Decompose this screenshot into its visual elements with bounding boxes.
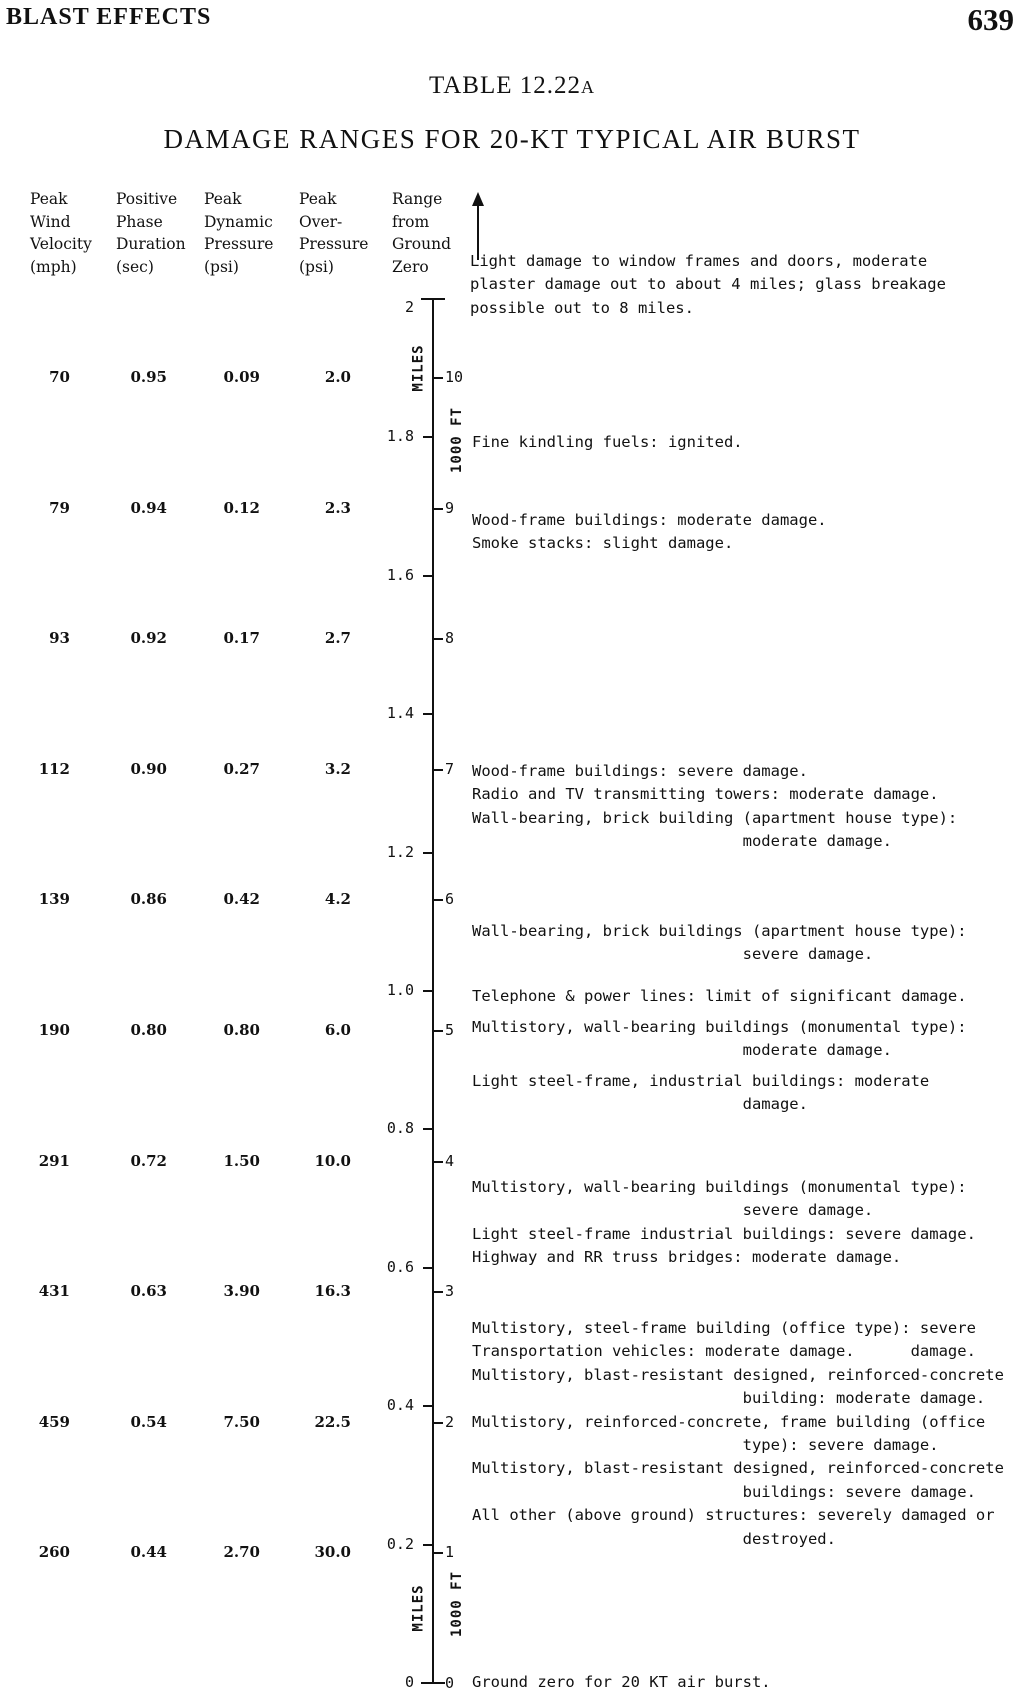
description-monumental-moderate: Multistory, wall-bearing buildings (monumental type): moderate damage. [472,1018,967,1060]
description-light-steel-moderate: Light steel-frame, industrial buildings: moderate damage. [472,1072,930,1114]
kft-tick [433,769,443,771]
description-kindling: Fine kindling fuels: ignited. [472,433,743,451]
cell-wind-velocity: 79 [49,498,70,517]
kft-tick-label: 4 [445,1151,455,1170]
miles-tick [423,713,433,715]
cell-wind-velocity: 190 [38,1021,70,1039]
miles-tick [423,1405,433,1407]
cell-overpressure: 10.0 [314,1151,351,1170]
description-wood-frame-severe: Wood-frame buildings: severe damage. Radio and TV transmitting towers: moderate damage. Wall-bearing, brick building (apartment house type): moderate damage. [472,762,958,851]
kft-tick-label: 10 [445,368,464,386]
miles-tick-label: 0.6 [386,1257,414,1276]
cell-wind-velocity: 431 [38,1282,70,1301]
miles-tick [423,1544,433,1546]
cell-dynamic-pressure: 0.27 [223,759,260,778]
cell-dynamic-pressure: 0.12 [223,498,260,517]
miles-tick [423,1128,433,1130]
axis-bottom-cap [421,1682,445,1684]
miles-tick-label: 1.4 [386,704,414,723]
kft-tick-label: 3 [445,1282,455,1301]
cell-dynamic-pressure: 0.80 [223,1021,260,1039]
cell-wind-velocity: 112 [38,759,70,778]
cell-phase-duration: 0.44 [130,1543,167,1562]
kft-tick-label: 0 [445,1674,455,1692]
cell-dynamic-pressure: 0.42 [223,890,260,909]
kft-tick-label: 6 [445,890,455,909]
description-monumental-severe: Multistory, wall-bearing buildings (monumental type): severe damage. Light steel-frame industrial buildings: severe damage. Highway and RR truss bridges: moderate damage. [472,1178,976,1267]
description-wood-frame-moderate: Wood-frame buildings: moderate damage. Smoke stacks: slight damage. [472,511,827,553]
miles-tick-label: 1.6 [386,565,414,584]
cell-wind-velocity: 70 [49,368,70,386]
cell-dynamic-pressure: 0.09 [223,368,260,386]
cell-overpressure: 4.2 [324,890,351,909]
running-head: BLAST EFFECTS [6,4,212,30]
kft-unit-label-top: 1000 FT [449,406,466,474]
kft-tick-label: 9 [445,498,455,517]
miles-tick [423,852,433,854]
cell-overpressure: 22.5 [314,1412,351,1431]
cell-overpressure: 3.2 [324,759,351,778]
cell-phase-duration: 0.72 [130,1151,167,1170]
miles-unit-label-bottom: MILES [410,1584,427,1632]
cell-phase-duration: 0.94 [130,498,167,517]
miles-tick [423,436,433,438]
miles-tick-label: 1.0 [386,981,414,999]
cell-overpressure: 16.3 [314,1282,351,1301]
cell-phase-duration: 0.95 [130,368,167,386]
table-number: TABLE 12.22a [428,72,596,99]
miles-tick-label: 0.4 [386,1396,414,1415]
kft-tick [433,508,443,510]
cell-dynamic-pressure: 3.90 [223,1282,260,1301]
description-light-damage: Light damage to window frames and doors, moderate plaster damage out to about 4 miles; glass breakage possible out to 8 miles. [470,252,946,317]
miles-tick-label: 1.2 [386,842,414,861]
cell-phase-duration: 0.92 [130,629,167,648]
miles-unit-label-top: MILES [410,344,427,392]
kft-tick-label: 5 [445,1021,455,1039]
cell-dynamic-pressure: 2.70 [223,1543,260,1562]
kft-tick-label: 8 [445,629,455,648]
kft-tick [433,1422,443,1424]
column-header-positive-phase: Positive Phase Duration (sec) [116,190,186,276]
kft-tick-label: 7 [445,759,455,778]
cell-dynamic-pressure: 1.50 [223,1151,260,1170]
kft-tick-label: 1 [445,1543,455,1562]
cell-wind-velocity: 260 [38,1543,70,1562]
kft-unit-label-bottom: 1000 FT [449,1570,466,1638]
cell-phase-duration: 0.63 [130,1282,167,1301]
kft-tick [433,1291,443,1293]
cell-overpressure: 2.3 [324,498,351,517]
kft-tick [433,899,443,901]
miles-tick-label: 2 [404,298,414,316]
cell-overpressure: 2.0 [324,368,351,386]
column-header-dynamic-pressure: Peak Dynamic Pressure (psi) [204,190,274,276]
table-title: DAMAGE RANGES FOR 20-KT TYPICAL AIR BURST [163,124,861,154]
column-header-range: Range from Ground Zero [392,190,452,276]
column-header-overpressure: Peak Over- Pressure (psi) [299,190,369,276]
miles-tick [423,575,433,577]
miles-tick-label: 0.2 [386,1534,414,1553]
kft-tick [433,1161,443,1163]
miles-tick-label: 1.8 [386,427,414,446]
cell-overpressure: 6.0 [324,1021,351,1039]
miles-tick-label: 0 [404,1673,414,1691]
cell-phase-duration: 0.80 [130,1021,167,1039]
axis-top-cap [421,298,445,300]
miles-tick [423,990,433,992]
miles-tick-label: 0.8 [386,1119,414,1138]
kft-tick [433,1030,443,1032]
cell-phase-duration: 0.86 [130,890,167,909]
description-power-lines: Telephone & power lines: limit of significant damage. [472,987,967,1005]
cell-phase-duration: 0.90 [130,759,167,778]
description-ground-zero: Ground zero for 20 KT air burst. [472,1673,771,1691]
page-number: 639 [967,2,1014,37]
cell-overpressure: 2.7 [324,629,351,648]
cell-phase-duration: 0.54 [130,1412,167,1431]
kft-tick [433,377,443,379]
cell-overpressure: 30.0 [314,1543,351,1562]
kft-tick [433,1552,443,1554]
cell-wind-velocity: 459 [38,1412,70,1431]
cell-wind-velocity: 93 [49,629,70,648]
kft-tick-label: 2 [445,1412,455,1431]
description-steel-frame-concrete: Multistory, steel-frame building (office type): severe Transportation vehicles: moderate damage. damage. Multistory, blast-resistant designed, reinforced-concrete building: moderate damage. Multistory, reinforced-concrete, frame building (office type): severe damage. Multistory, blast-resistant designed, reinforced-concrete buildings: severe damage. All other (above ground) structures: severely damaged or destroyed. [472,1319,1004,1548]
column-header-wind-velocity: Peak Wind Velocity (mph) [30,190,92,276]
cell-dynamic-pressure: 0.17 [223,629,260,648]
miles-tick [423,1267,433,1269]
cell-wind-velocity: 139 [38,890,70,909]
cell-wind-velocity: 291 [38,1151,70,1170]
kft-tick [433,638,443,640]
cell-dynamic-pressure: 7.50 [223,1412,260,1431]
description-brick-severe: Wall-bearing, brick buildings (apartment house type): severe damage. [472,922,967,964]
